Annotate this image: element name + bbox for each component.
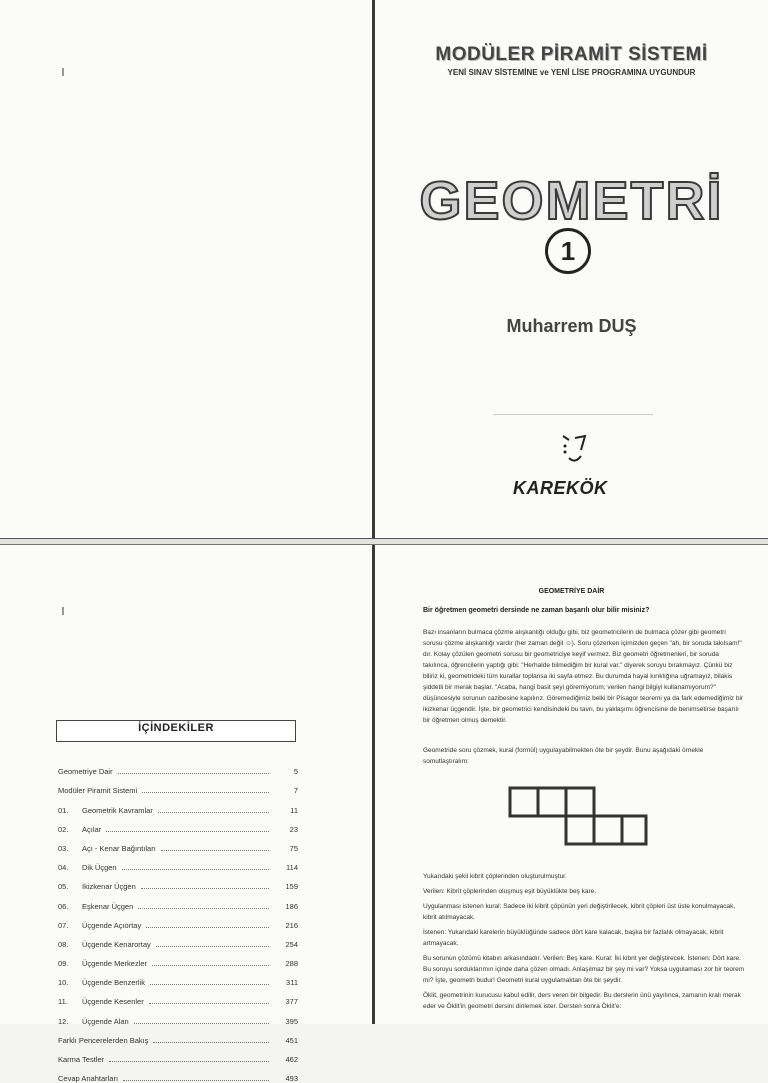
toc-entry-number: 10. — [58, 978, 69, 988]
toc-entry — [58, 757, 298, 776]
toc-entry — [58, 911, 298, 930]
article-block-3 — [423, 871, 745, 1016]
toc-entry-page: 23 — [289, 824, 298, 834]
article-paragraph: Öklit, geometrinin kurucusu kabul edilir, ders veren bir bilgedir. Bu derslerin ünü yayılınca, zamanın kralı merak eder ve Öklit'in geometri dersini dinlemek ister. Dersten sonra Öklit'e: — [423, 992, 741, 1010]
toc-entry — [58, 891, 298, 910]
toc-dot-leader — [106, 831, 269, 832]
toc-dot-leader — [156, 946, 269, 947]
toc-entry-page: 7 — [293, 786, 298, 796]
toc-entry-page: 254 — [285, 939, 298, 949]
toc-entry-number: 06. — [58, 901, 69, 911]
toc-entry — [58, 987, 298, 1006]
volume-number: 1 — [545, 228, 591, 274]
toc-entry-label: Üçgende Kenarortay — [82, 939, 151, 949]
publisher-logo-icon — [555, 432, 595, 468]
toc-entry — [58, 949, 298, 968]
publisher-name: KAREKÖK — [513, 478, 608, 498]
toc-entry-number: 09. — [58, 959, 69, 969]
toc-list — [58, 757, 298, 1083]
toc-entry-label: Karma Testler — [58, 1055, 105, 1064]
toc-dot-leader — [109, 1061, 269, 1062]
article-question: Bir öğretmen geometri dersinde ne zaman başarılı olur bilir misiniz? — [423, 607, 650, 614]
article-paragraph: Uygulanması istenen kural: Sadece iki kibrit çöpünün yeri değiştirilecek, kibrit çöpleri üst üste konulmayacak, kibrit atılmayacak. — [423, 903, 736, 921]
toc-entry-label: Cevap Anahtarları — [58, 1074, 119, 1083]
toc-dot-leader — [122, 869, 269, 870]
series-subtitle: YENİ SINAV SİSTEMİNE ve YENİ LİSE PROGRAMINA UYGUNDUR — [447, 68, 696, 77]
toc-dot-leader — [138, 908, 269, 909]
toc-dot-leader — [150, 984, 269, 985]
toc-entry — [58, 815, 298, 834]
book-title: GEOMETRİ — [419, 171, 724, 231]
article-paragraph: Verilen: Kibrit çöplerinden oluşmuş eşit büyüklükte beş kare. — [423, 888, 597, 895]
article-paragraph: Yukarıdaki şekil kibrit çöplerinden oluşturulmuştur. — [423, 873, 567, 880]
toc-entry-label: Geometriye Dair — [58, 767, 113, 777]
toc-entry — [58, 1064, 298, 1083]
toc-entry-label: Modüler Piramit Sistemi — [58, 786, 138, 796]
toc-entry — [58, 1006, 298, 1025]
toc-entry-number: 08. — [58, 939, 69, 949]
toc-entry-number: 01. — [58, 805, 69, 815]
toc-entry-label: Üçgende Alan — [82, 1016, 129, 1026]
toc-entry-number: 03. — [58, 843, 69, 853]
blank-page-top-left — [0, 0, 372, 538]
scan-line — [493, 414, 653, 415]
toc-entry-page: 395 — [285, 1016, 298, 1026]
article-paragraph: Bu sorunun çözümü kitabın arkasındadır. Verilen: Beş kare. Kural: İki kibrit yer değiştirecek. İstenen: Dört kare. Bu soruyu sorduklarımın içinde daha çözen olmadı. Anlaşılmaz bir şey mi var? Yoksa uygulaması zor bir teorem mi? İşte, geometri budur! Geometri kural uygulamaktan öte bir şeydir. — [423, 955, 745, 984]
toc-entry-label: Üçgende Merkezler — [82, 959, 148, 969]
toc-entry-page: 11 — [290, 805, 298, 815]
toc-entry — [58, 1045, 298, 1064]
toc-entry-page: 311 — [286, 978, 298, 988]
toc-entry-page: 377 — [285, 997, 298, 1007]
toc-entry-label: Üçgende Benzerlik — [82, 978, 145, 988]
toc-entry-number: 05. — [58, 882, 69, 892]
toc-entry-label: Açı - Kenar Bağıntıları — [82, 843, 156, 853]
author-name: Muharrem DUŞ — [506, 316, 637, 336]
toc-entry-label: Geometrik Kavramlar — [82, 805, 153, 815]
scan-speck — [62, 68, 64, 76]
article-block-2 — [423, 745, 745, 771]
toc-entry — [58, 930, 298, 949]
toc-entry-label: İkizkenar Üçgen — [82, 882, 136, 892]
toc-entry-page: 288 — [285, 959, 298, 969]
toc-entry-page: 75 — [289, 843, 298, 853]
page-divider-horizontal — [0, 538, 768, 545]
toc-entry-label: Üçgende Açıortay — [82, 920, 142, 930]
article-page — [375, 545, 768, 1024]
toc-entry-label: Eşkenar Üçgen — [82, 901, 134, 911]
toc-entry-label: Açılar — [82, 824, 102, 834]
toc-entry-number: 11. — [58, 997, 68, 1007]
toc-dot-leader — [141, 888, 269, 889]
toc-entry-page: 159 — [285, 882, 298, 892]
toc-entry-number: 12. — [58, 1016, 69, 1026]
scan-speck — [62, 607, 64, 615]
toc-dot-leader — [123, 1080, 269, 1081]
toc-entry-number: 02. — [58, 824, 69, 834]
toc-entry — [58, 968, 298, 987]
toc-entry — [58, 853, 298, 872]
toc-entry-page: 5 — [293, 767, 298, 777]
article-block-1 — [423, 627, 745, 730]
toc-dot-leader — [161, 850, 269, 851]
toc-page — [0, 545, 372, 1083]
toc-entry-number: 07. — [58, 920, 69, 930]
page-divider-vertical — [372, 0, 375, 1024]
toc-entry-number: 04. — [58, 863, 69, 873]
toc-entry-page: 114 — [286, 863, 298, 873]
toc-dot-leader — [153, 1042, 269, 1043]
toc-entry — [58, 776, 298, 795]
toc-dot-leader — [118, 773, 269, 774]
toc-dot-leader — [149, 1003, 269, 1004]
toc-entry-label: Farklı Pencerelerden Bakış — [58, 1035, 149, 1045]
toc-dot-leader — [152, 965, 269, 966]
article-paragraph: Geometride soru çözmek, kural (formül) uygulayabilmekten öte bir şeydir. Bunu aşağıdaki örnekle somutlaştıralım: — [423, 747, 704, 765]
toc-entry-page: 216 — [285, 920, 298, 930]
toc-entry-page: 493 — [285, 1074, 298, 1083]
toc-dot-leader — [142, 792, 269, 793]
toc-entry-page: 462 — [285, 1055, 298, 1064]
toc-dot-leader — [146, 927, 269, 928]
toc-entry-page: 186 — [285, 901, 298, 911]
toc-entry-page: 451 — [285, 1035, 298, 1045]
cover-page — [375, 0, 768, 538]
toc-entry — [58, 834, 298, 853]
toc-entry-label: Üçgende Kesenler — [82, 997, 144, 1007]
toc-dot-leader — [134, 1023, 269, 1024]
toc-dot-leader — [158, 812, 269, 813]
toc-entry-label: Dik Üçgen — [82, 863, 117, 873]
article-paragraph: Bazı insanların bulmaca çözme alışkanlığı olduğu gibi, biz geometricilerin de bulmaca çözer gibi geometri sorusu çözme alışkanlığı vardır (her zaman değil ☺). Soru çözerken içimizden geçen "ah, bir soruda takılsam!" dır. Kolay çözülen geometri sorusu bir geometriciye keyif vermez. Biz geometri öğretmenleri, bir soruda takılınca, öğrencilerin yaptığı gibi: "Herhalde bilmediğim bir kural var." diyerek soruyu bırakmayız. Çünkü biz biliriz ki, geometrideki tüm kurallar toplansa iki sayfa etmez. Bu durumda hayal kırıklığına uğramayız, bilakis şiddetli bir merak başlar. "Acaba, hangi basit şeyi göremiyorum; verilen hangi bilgiyi kullanamıyorum?" düşüncesiyle sorunun cazibesine kapılırız. Göremediğimiz belki bir Pisagor teoremi ya da fark edemediğimiz bir ikizkenar üçgendir. İşte, bir geometrici kendisindeki bu tavrı, bu yaklaşımı öğrencisine de benimsetirse başarılı bir öğretmen olmuş demektir. — [423, 629, 744, 724]
toc-entry — [58, 795, 298, 814]
toc-title: İÇİNDEKİLER — [138, 722, 214, 734]
article-title: GEOMETRİYE DAİR — [538, 588, 605, 595]
series-title: MODÜLER PİRAMİT SİSTEMİ — [435, 44, 708, 65]
toc-entry — [58, 872, 298, 891]
toc-entry — [58, 1026, 298, 1045]
article-paragraph: İstenen: Yukarıdaki karelerin büyüklüğünde sadece dört kare kalacak, başka bir fazlalık olmayacak, kibrit artmayacak. — [423, 929, 724, 947]
matchstick-figure — [508, 785, 648, 863]
